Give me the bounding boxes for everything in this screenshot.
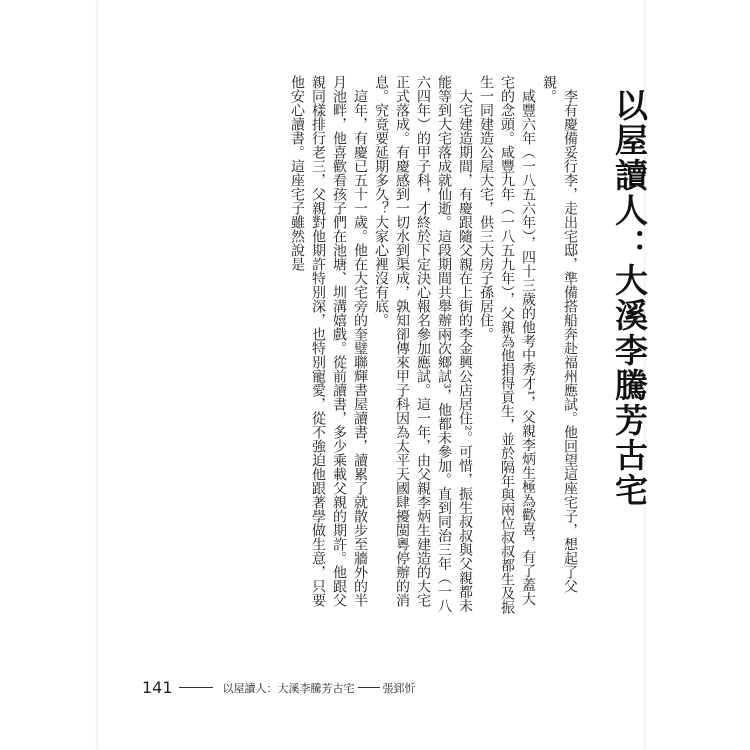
paragraph-2: 咸豐六年（一八五六年），四十三歲的他考中秀才¹，父親李炳生極為歡喜，有了蓋大宅的念頭。咸豐九年（一八五九年），父親為他捐得貢生，並於隔年與兩位叔叔都生及振生一同建造公屋大宅，供三大房子孫居住。 (478, 75, 536, 614)
footer-dash (358, 687, 380, 688)
book-page (98, 0, 649, 750)
paragraph-1: 李有慶備妥行李，走出宅邸，準備搭船奔赴福州應試。他回望這座宅子，想起了父親。 (541, 75, 578, 593)
paragraph-3: 大宅建造期間，有慶跟隨父親在上街的李金興公店居住²。可惜，振生叔叔與父親都未能等到大宅落成就仙逝。這段期間共舉辦兩次鄉試³，他都未參加。直到同治三年（一八六四年）的甲子科，才終於下定決心報名參加應試。這一年，由父親李炳生建造的大宅正式落成。有慶感到一切水到渠成，孰知卻傳來甲子科因為太平天國肆擾閩粵停辦的消息。究竟要延期多久？大家心裡沒有底。 (373, 75, 473, 613)
chapter-title: 以屋讀人：大溪李騰芳古宅 (610, 88, 649, 508)
footer-rule (179, 687, 213, 688)
paragraph-4: 這年，有慶已五十一歲。他在大宅旁的奎璧聯輝書屋讀書，讀累了就散步至牆外的半月池畔，他喜歡看孩子們在池塘、圳溝嬉戲。從前讀書，多少乘載父親的期許。他跟父親同樣排行老三，父親對他期許特別深，也特別寵愛，從不強迫他跟著學做生意，只要他安心讀書。這座宅子雖然說是 (289, 75, 368, 607)
running-title: 以屋讀人：大溪李騰芳古宅 (222, 681, 355, 695)
page-footer (142, 678, 416, 697)
author-name: 張郅忻 (382, 681, 416, 695)
page-number: 141 (142, 678, 173, 697)
body-text (260, 75, 580, 615)
